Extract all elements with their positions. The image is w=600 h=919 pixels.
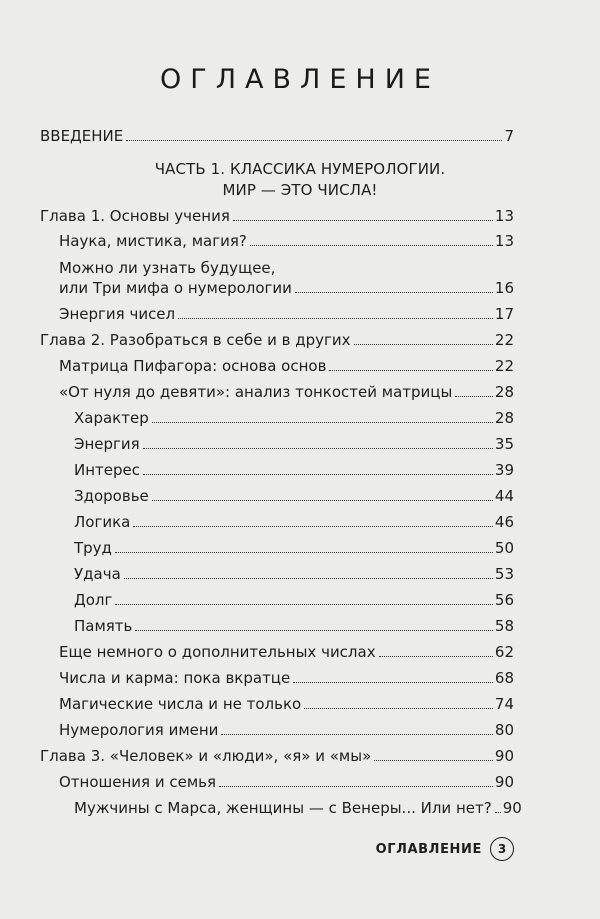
- toc-entry-page: 16: [494, 279, 514, 297]
- toc-entry-text: Энергия: [74, 435, 140, 453]
- dot-leader: [304, 708, 493, 709]
- dot-leader: [152, 500, 493, 501]
- toc-entry-page: 53: [494, 565, 514, 583]
- toc-chapter-2[interactable]: [40, 331, 514, 349]
- toc-entry-text: Отношения и семья: [59, 773, 217, 791]
- toc-entry-introduction[interactable]: [40, 127, 514, 145]
- dot-leader: [133, 526, 493, 527]
- toc-entry-page: 13: [494, 232, 514, 250]
- toc-entry-page: 17: [494, 305, 514, 323]
- toc-entry-page: 28: [494, 383, 514, 401]
- dot-leader: [379, 656, 493, 657]
- toc-entry-page: 44: [494, 487, 514, 505]
- toc-entry-page: 35: [494, 435, 514, 453]
- toc-entry-page: 7: [504, 127, 514, 145]
- toc-entry-page: 50: [494, 539, 514, 557]
- toc-subentry[interactable]: [74, 487, 514, 505]
- toc-entry-text: Удача: [74, 565, 121, 583]
- toc-entry-page: 90: [502, 799, 522, 817]
- part-1-line-2: МИР — ЭТО ЧИСЛА!: [222, 181, 378, 199]
- toc-entry-page: 22: [494, 331, 514, 349]
- toc-chapter-1[interactable]: [40, 207, 514, 225]
- dot-leader: [115, 552, 493, 553]
- toc-subentry[interactable]: [74, 435, 514, 453]
- toc-subentry[interactable]: [74, 539, 514, 557]
- toc-entry-text: Логика: [74, 513, 131, 531]
- toc-entry-page: 46: [494, 513, 514, 531]
- part-1-heading: [0, 159, 600, 201]
- toc-entry-page: 90: [494, 773, 514, 791]
- toc-subentry[interactable]: [74, 617, 514, 635]
- dot-leader: [126, 140, 502, 141]
- dot-leader: [329, 370, 492, 371]
- toc-entry-page: 80: [494, 721, 514, 739]
- running-footer-title: ОГЛАВЛЕНИЕ: [375, 841, 482, 857]
- toc-entry[interactable]: [59, 643, 514, 661]
- toc-entry-text: Глава 3. «Человек» и «люди», «я» и «мы»: [40, 747, 372, 765]
- toc-entry-text: «От нуля до девяти»: анализ тонкостей матрицы: [59, 383, 453, 401]
- dot-leader: [178, 318, 493, 319]
- dot-leader: [124, 578, 493, 579]
- dot-leader: [295, 292, 493, 293]
- dot-leader: [219, 786, 493, 787]
- toc-subentry[interactable]: [74, 461, 514, 479]
- toc-entry-page: 39: [494, 461, 514, 479]
- toc-chapter-3[interactable]: [40, 747, 514, 765]
- toc-entry-page: 62: [494, 643, 514, 661]
- toc-entry-text: Труд: [74, 539, 112, 557]
- toc-entry-page: 58: [494, 617, 514, 635]
- toc-entry-page: 56: [494, 591, 514, 609]
- toc-entry-text: Мужчины с Марса, женщины — с Венеры... Или нет?: [74, 799, 492, 817]
- toc-entry-text: Нумерология имени: [59, 721, 219, 739]
- toc-subentry[interactable]: [74, 565, 514, 583]
- toc-entry[interactable]: [59, 305, 514, 323]
- toc-entry[interactable]: [59, 669, 514, 687]
- toc-entry-line-1: Можно ли узнать будущее,: [59, 259, 276, 277]
- dot-leader: [115, 604, 493, 605]
- toc-entry-page: 74: [494, 695, 514, 713]
- dot-leader: [293, 682, 493, 683]
- toc-entry-text: Интерес: [74, 461, 140, 479]
- toc-entry-text: Еще немного о дополнительных числах: [59, 643, 376, 661]
- toc-entry-text: ВВЕДЕНИЕ: [40, 127, 124, 145]
- dot-leader: [135, 630, 493, 631]
- dot-leader: [495, 812, 501, 813]
- toc-subentry[interactable]: [74, 513, 514, 531]
- dot-leader: [143, 474, 493, 475]
- toc-subentry[interactable]: [74, 409, 514, 427]
- dot-leader: [250, 245, 493, 246]
- dot-leader: [221, 734, 492, 735]
- dot-leader: [455, 396, 493, 397]
- toc-subentry[interactable]: [74, 799, 522, 817]
- toc-entry-text: Наука, мистика, магия?: [59, 232, 247, 250]
- page-footer: [376, 837, 514, 861]
- toc-entry-page: 90: [494, 747, 514, 765]
- toc-entry-text: Память: [74, 617, 133, 635]
- toc-entry[interactable]: [59, 773, 514, 791]
- toc-entry-text: Долг: [74, 591, 113, 609]
- part-1-line-1: ЧАСТЬ 1. КЛАССИКА НУМЕРОЛОГИИ.: [154, 160, 446, 178]
- toc-entry-text: Магические числа и не только: [59, 695, 302, 713]
- toc-entry-text: Здоровье: [74, 487, 149, 505]
- toc-entry[interactable]: [59, 279, 514, 297]
- toc-entry-page: 28: [494, 409, 514, 427]
- toc-entry-text: Матрица Пифагора: основа основ: [59, 357, 327, 375]
- toc-entry[interactable]: [59, 721, 514, 739]
- toc-entry[interactable]: [59, 695, 514, 713]
- toc-subentry[interactable]: [74, 591, 514, 609]
- toc-entry-text: Глава 1. Основы учения: [40, 207, 230, 225]
- toc-entry[interactable]: [59, 232, 514, 250]
- toc-entry[interactable]: [59, 383, 514, 401]
- toc-entry-page: 13: [494, 207, 514, 225]
- toc-entry-text: Энергия чисел: [59, 305, 176, 323]
- toc-entry-page: 22: [494, 357, 514, 375]
- dot-leader: [152, 422, 493, 423]
- toc-entry-page: 68: [494, 669, 514, 687]
- toc-entry-text: Числа и карма: пока вкратце: [59, 669, 291, 687]
- dot-leader: [233, 220, 493, 221]
- toc-entry-text: Характер: [74, 409, 149, 427]
- toc-entry-text: Глава 2. Разобраться в себе и в других: [40, 331, 351, 349]
- page-title: ОГЛАВЛЕНИЕ: [160, 64, 440, 95]
- dot-leader: [354, 344, 493, 345]
- toc-entry[interactable]: [59, 357, 514, 375]
- page-number-badge: 3: [490, 837, 514, 861]
- toc-entry-text: или Три мифа о нумерологии: [59, 279, 292, 297]
- dot-leader: [143, 448, 493, 449]
- dot-leader: [374, 760, 493, 761]
